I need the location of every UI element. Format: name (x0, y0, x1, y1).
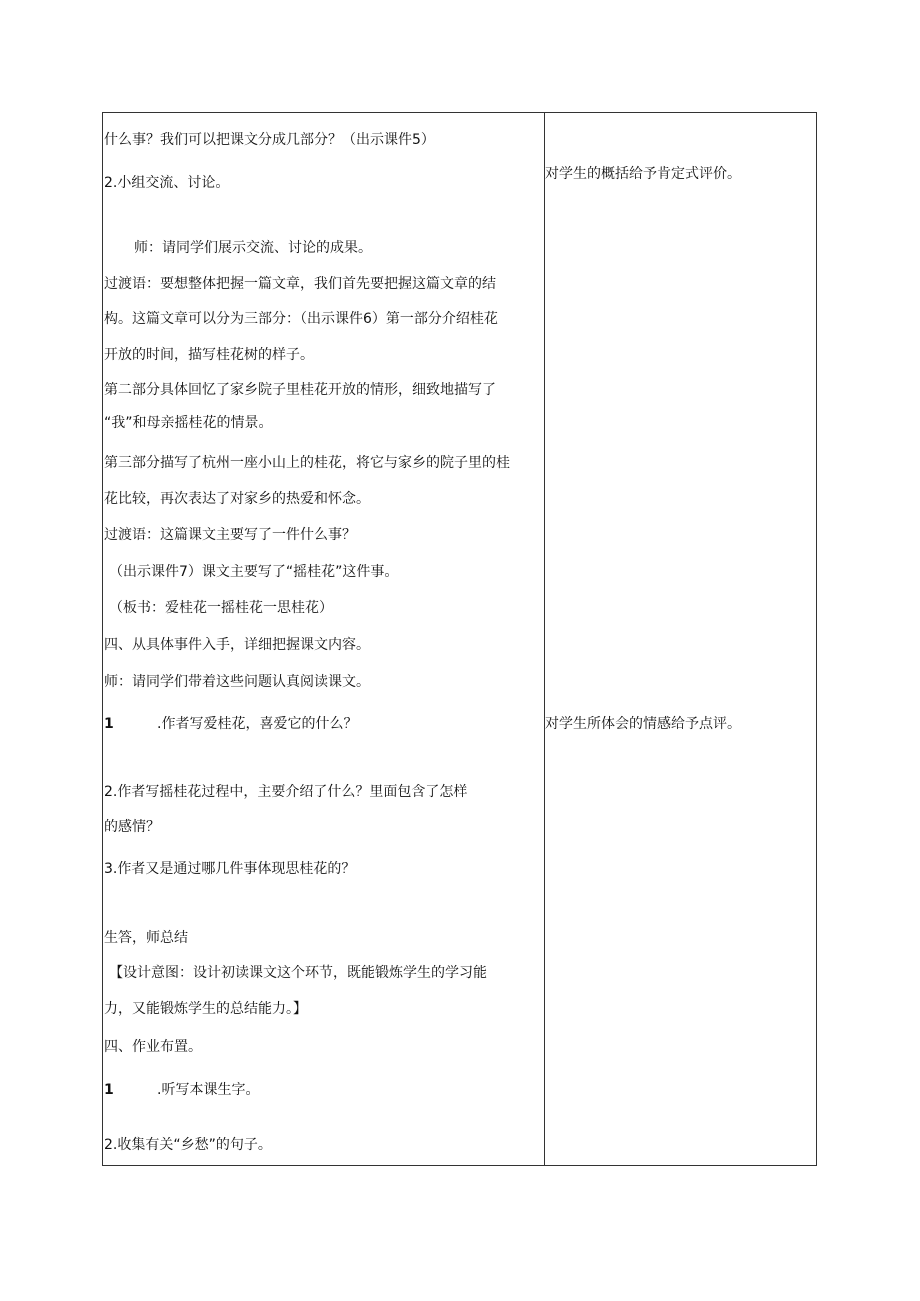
text-line: 四、作业布置。 (104, 1039, 202, 1055)
text-line: “我”和母亲摇桂花的情景。 (104, 415, 273, 431)
column-divider (544, 113, 545, 1165)
text-line: 的感情？ (104, 819, 160, 835)
text-line: 【设计意图：设计初读课文这个环节，既能锻炼学生的学习能 (109, 965, 487, 981)
list-number: 1 (104, 716, 114, 732)
text-line: 师：请同学们展示交流、讨论的成果。 (134, 240, 372, 256)
text-line: 第二部分具体回忆了家乡院子里桂花开放的情形，细致地描写了 (104, 382, 496, 398)
text-line: 什么事？我们可以把课文分成几部分？（出示课件5） (104, 132, 435, 148)
text-line: 过渡语：这篇课文主要写了一件什么事？ (104, 527, 356, 543)
list-number: 1 (104, 1082, 114, 1098)
text-line: .听写本课生字。 (157, 1082, 260, 1098)
text-line: 力，又能锻炼学生的总结能力。】 (104, 1001, 307, 1017)
lesson-table (102, 112, 817, 1166)
text-line: 2.收集有关“乡愁”的句子。 (104, 1137, 272, 1153)
text-line: 花比较，再次表达了对家乡的热爱和怀念。 (104, 491, 370, 507)
text-line: 2.小组交流、讨论。 (104, 175, 230, 191)
text-line: 2.作者写摇桂花过程中，主要介绍了什么？里面包含了怎样 (104, 784, 468, 800)
text-line: 四、从具体事件入手，详细把握课文内容。 (104, 637, 370, 653)
text-line: 开放的时间，描写桂花树的样子。 (104, 347, 314, 363)
text-line: 构。这篇文章可以分为三部分：（出示课件6）第一部分介绍桂花 (104, 311, 498, 327)
text-line: 生答，师总结 (104, 930, 188, 946)
text-line: .作者写爱桂花，喜爱它的什么？ (157, 716, 358, 732)
text-line: （出示课件7）课文主要写了“摇桂花”这件事。 (109, 564, 399, 580)
comment-line: 对学生的概括给予肯定式评价。 (545, 166, 741, 182)
comment-line: 对学生所体会的情感给予点评。 (545, 716, 741, 732)
text-line: 师：请同学们带着这些问题认真阅读课文。 (104, 674, 370, 690)
text-line: 第三部分描写了杭州一座小山上的桂花，将它与家乡的院子里的桂 (104, 455, 510, 471)
text-line: 过渡语：要想整体把握一篇文章，我们首先要把握这篇文章的结 (104, 276, 496, 292)
text-line: （板书：爱桂花一摇桂花一思桂花） (109, 600, 333, 616)
text-line: 3.作者又是通过哪几件事体现思桂花的？ (104, 861, 356, 877)
